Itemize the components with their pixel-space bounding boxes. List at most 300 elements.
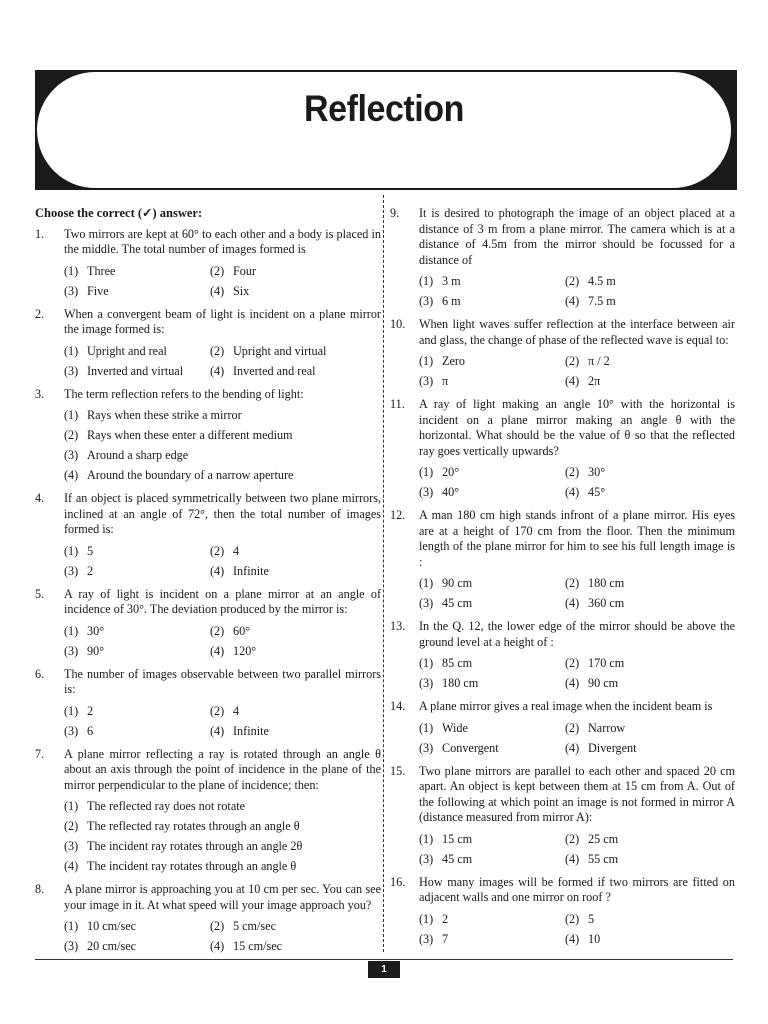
option-text: Wide: [442, 720, 468, 735]
option-number: (4): [565, 740, 580, 755]
option-number: (1): [64, 408, 79, 423]
option-row: [419, 850, 735, 870]
option-group: [64, 542, 381, 582]
option-number: (3): [419, 596, 434, 611]
option: [419, 485, 565, 501]
option-text: Inverted and virtual: [87, 363, 184, 378]
question-text: A man 180 cm high stands infront of a plane mirror. His eyes are at a height of 170 cm from the floor. Then the minimum length of the plane mirror for him to see his full length image is :: [419, 508, 735, 569]
option-number: (2): [64, 819, 79, 834]
option-text: 85 cm: [442, 656, 473, 671]
option-text: Around the boundary of a narrow aperture: [87, 468, 294, 483]
question-number: 11.: [390, 397, 405, 411]
right-question-list: [390, 206, 735, 950]
question: [35, 667, 381, 698]
option-number: (4): [565, 596, 580, 611]
option: [64, 704, 210, 720]
option-number: (3): [419, 740, 434, 755]
option-number: (4): [565, 676, 580, 691]
option: [419, 294, 565, 310]
option-text: 45 cm: [442, 596, 473, 611]
option-number: (4): [565, 374, 580, 389]
question: [35, 307, 381, 338]
option-text: 4: [233, 703, 240, 718]
option-group: [64, 917, 381, 957]
option-number: (1): [419, 831, 434, 846]
question: [390, 508, 735, 570]
question: [390, 875, 735, 906]
option-row: [419, 830, 735, 850]
option-number: (2): [210, 543, 225, 558]
question-number: 3.: [35, 386, 45, 401]
question: [35, 747, 381, 794]
option: [64, 859, 296, 875]
option-text: 2: [87, 563, 94, 578]
option-text: The reflected ray rotates through an angle θ: [87, 819, 300, 834]
option-row: [419, 292, 735, 312]
option: [565, 656, 711, 672]
option: [64, 799, 245, 815]
option: [419, 721, 565, 737]
option-text: 20°: [442, 465, 460, 480]
option-number: (2): [210, 623, 225, 638]
page-number: 1: [368, 961, 400, 978]
option-number: (3): [419, 851, 434, 866]
option-number: (1): [419, 576, 434, 591]
question: [390, 397, 735, 459]
question: [390, 699, 735, 715]
option-number: (3): [64, 939, 79, 954]
option: [565, 741, 711, 757]
option-text: Upright and virtual: [233, 343, 327, 358]
question: [35, 491, 381, 538]
option: [64, 839, 302, 855]
question: [35, 227, 381, 258]
option-number: (3): [419, 931, 434, 946]
option-group: [419, 654, 735, 694]
option-text: 45°: [588, 485, 606, 500]
option-number: (2): [565, 274, 580, 289]
option-number: (4): [565, 294, 580, 309]
option-text: 10 cm/sec: [87, 919, 137, 934]
question-text: A plane mirror gives a real image when the incident beam is: [419, 699, 713, 713]
option-number: (3): [64, 283, 79, 298]
option: [419, 576, 565, 592]
option-text: 90 cm: [588, 676, 619, 691]
option-row: [64, 722, 381, 742]
option-text: 5 cm/sec: [233, 919, 276, 934]
option-text: Three: [87, 263, 116, 278]
option-text: 5: [588, 911, 595, 926]
option: [64, 344, 210, 360]
option-text: 6: [87, 723, 94, 738]
option-text: Upright and real: [87, 343, 167, 358]
option-text: 15 cm/sec: [233, 939, 283, 954]
column-divider: [383, 195, 384, 952]
option-row: [64, 857, 381, 877]
option-number: (4): [210, 563, 225, 578]
option-row: [64, 937, 381, 957]
option-text: 3 m: [442, 274, 461, 289]
option-row: [419, 674, 735, 694]
option-number: (2): [64, 428, 79, 443]
option-row: [64, 797, 381, 817]
option-row: [419, 594, 735, 614]
option-number: (4): [565, 931, 580, 946]
option: [210, 704, 356, 720]
option-row: [64, 817, 381, 837]
option-number: (4): [565, 485, 580, 500]
option: [419, 741, 565, 757]
question-text: A ray of light is incident on a plane mirror at an angle of incidence of 30°. The deviation produced by the mirror is:: [64, 586, 381, 616]
option-text: 6 m: [442, 294, 461, 309]
option-text: Around a sharp edge: [87, 448, 189, 463]
option: [565, 465, 711, 481]
option-group: [419, 830, 735, 870]
option-text: Infinite: [233, 563, 269, 578]
option: [64, 364, 210, 380]
option-text: Six: [233, 283, 250, 298]
option-text: 2: [442, 911, 449, 926]
option: [64, 939, 210, 955]
option-number: (4): [565, 851, 580, 866]
option-number: (3): [64, 723, 79, 738]
question-number: 15.: [390, 763, 406, 778]
question-number: 8.: [35, 882, 45, 896]
option-number: (2): [210, 703, 225, 718]
question-text: The term reflection refers to the bending of light:: [64, 386, 304, 401]
option-text: 20 cm/sec: [87, 939, 137, 954]
option-group: [419, 574, 735, 614]
option-number: (3): [64, 839, 79, 854]
option: [419, 596, 565, 612]
option: [419, 852, 565, 868]
option: [419, 656, 565, 672]
option: [419, 912, 565, 928]
option: [64, 544, 210, 560]
option: [419, 465, 565, 481]
option-row: [419, 574, 735, 594]
option-row: [64, 642, 381, 662]
option-number: (1): [64, 343, 79, 358]
option-number: (2): [210, 343, 225, 358]
option: [419, 932, 565, 948]
option: [64, 624, 210, 640]
option-number: (1): [64, 623, 79, 638]
question-number: 6.: [35, 666, 45, 681]
option-number: (1): [64, 799, 79, 814]
question-number: 16.: [390, 874, 406, 889]
question: [35, 387, 381, 403]
option: [210, 544, 356, 560]
option-text: 25 cm: [588, 831, 619, 846]
option-number: (1): [419, 720, 434, 735]
option-group: [64, 702, 381, 742]
option: [565, 932, 711, 948]
option-number: (4): [210, 283, 225, 298]
option-number: (3): [64, 448, 79, 463]
option-text: 90 cm: [442, 576, 473, 591]
footer-rule: [35, 959, 733, 960]
option-number: (3): [64, 563, 79, 578]
question-text: When light waves suffer reflection at the interface between air and glass, the change of phase of the reflected wave is equal to:: [419, 317, 735, 347]
option: [210, 624, 356, 640]
option-number: (2): [210, 919, 225, 934]
question-number: 2.: [35, 306, 45, 321]
option-row: [64, 542, 381, 562]
option-text: π: [442, 374, 449, 389]
option: [210, 724, 356, 740]
option-row: [64, 426, 381, 446]
option-text: Rays when these enter a different medium: [87, 428, 293, 443]
option-number: (2): [565, 720, 580, 735]
option: [565, 912, 711, 928]
option-text: Infinite: [233, 723, 269, 738]
option: [565, 852, 711, 868]
option-row: [419, 654, 735, 674]
option-group: [64, 262, 381, 302]
option-text: 60°: [233, 623, 251, 638]
option-group: [419, 272, 735, 312]
option-number: (2): [565, 831, 580, 846]
option: [210, 284, 356, 300]
question: [35, 587, 381, 618]
option: [64, 724, 210, 740]
option-text: Five: [87, 283, 109, 298]
question: [390, 619, 735, 650]
question-number: 13.: [390, 619, 406, 633]
question-text: A plane mirror reflecting a ray is rotated through an angle θ about an axis through the point of incidence in the plane of the mirror perpendicular to the plane of incidence; then:: [64, 746, 381, 792]
option-text: 45 cm: [442, 851, 473, 866]
option-number: (1): [419, 274, 434, 289]
option-number: (3): [64, 363, 79, 378]
option-row: [64, 466, 381, 486]
question-number: 1.: [35, 226, 45, 241]
option-row: [64, 406, 381, 426]
question-number: 9.: [390, 206, 400, 220]
option: [64, 428, 293, 444]
option-row: [419, 352, 735, 372]
option-row: [419, 930, 735, 950]
question-number: 14.: [390, 699, 406, 713]
option-row: [419, 372, 735, 392]
option-text: 120°: [233, 643, 257, 658]
question-text: A ray of light making an angle 10° with the horizontal is incident on a plane mirror making an angle θ with the horizontal. What should be the value of θ so that the reflected ray goes vertically upwards?: [419, 397, 735, 458]
option-text: Four: [233, 263, 257, 278]
option-text: 15 cm: [442, 831, 473, 846]
option-number: (3): [419, 374, 434, 389]
question-text: How many images will be formed if two mirrors are fitted on adjacent walls and one mirror on roof ?: [419, 874, 735, 904]
option: [419, 374, 565, 390]
question-number: 4.: [35, 491, 45, 505]
question-text: Two plane mirrors are parallel to each other and spaced 20 cm apart. An object is kept between them at 15 cm from A. Out of the following at which point an image is not formed in mirror A (distance measured from mirror A):: [419, 763, 735, 824]
option-number: (2): [565, 656, 580, 671]
option-text: Convergent: [442, 740, 499, 755]
option: [419, 354, 565, 370]
option: [565, 354, 711, 370]
option-text: The reflected ray does not rotate: [87, 799, 246, 814]
option-text: 40°: [442, 485, 460, 500]
option: [210, 564, 356, 580]
page-title: Reflection: [304, 88, 464, 129]
option-text: Inverted and real: [233, 363, 316, 378]
option-row: [419, 272, 735, 292]
option-number: (1): [419, 465, 434, 480]
option-row: [64, 702, 381, 722]
option-number: (3): [419, 676, 434, 691]
option-group: [64, 622, 381, 662]
option-number: (4): [210, 939, 225, 954]
question-text: Two mirrors are kept at 60° to each other and a body is placed in the middle. The total number of images formed is: [64, 226, 381, 256]
option: [565, 576, 711, 592]
option-text: The incident ray rotates through an angle 2θ: [87, 839, 303, 854]
option-text: 7.5 m: [588, 294, 616, 309]
option: [64, 644, 210, 660]
option: [565, 294, 711, 310]
question-number: 12.: [390, 508, 406, 522]
option: [210, 644, 356, 660]
option-group: [64, 342, 381, 382]
option-row: [64, 362, 381, 382]
option-text: Divergent: [588, 740, 637, 755]
option-number: (1): [64, 263, 79, 278]
option-number: (4): [210, 723, 225, 738]
option-row: [419, 910, 735, 930]
option-text: 10: [588, 931, 601, 946]
option-group: [419, 463, 735, 503]
question-text: A plane mirror is approaching you at 10 cm per sec. You can see your image in it. At what speed will your image approach you?: [64, 882, 381, 912]
option-text: 170 cm: [588, 656, 625, 671]
option-text: 2: [87, 703, 94, 718]
option-row: [419, 719, 735, 739]
option-text: 7: [442, 931, 449, 946]
option-text: 180 cm: [588, 576, 625, 591]
option-text: 90°: [87, 643, 105, 658]
option: [565, 721, 711, 737]
option-group: [419, 352, 735, 392]
option-group: [419, 910, 735, 950]
option-number: (3): [419, 294, 434, 309]
option-text: 4.5 m: [588, 274, 616, 289]
option: [64, 284, 210, 300]
option-number: (4): [64, 859, 79, 874]
option: [419, 832, 565, 848]
option-number: (2): [565, 465, 580, 480]
option-number: (1): [419, 656, 434, 671]
option-number: (1): [419, 354, 434, 369]
option-number: (2): [565, 911, 580, 926]
option-text: 360 cm: [588, 596, 625, 611]
option: [565, 832, 711, 848]
option-number: (1): [64, 919, 79, 934]
right-column: [390, 206, 735, 955]
option: [565, 485, 711, 501]
option-row: [64, 446, 381, 466]
option: [64, 448, 188, 464]
option-text: π / 2: [588, 354, 610, 369]
option-row: [64, 917, 381, 937]
question: [35, 882, 381, 913]
option-text: 30°: [87, 623, 105, 638]
option-group: [64, 797, 381, 877]
option: [565, 374, 711, 390]
option-number: (2): [565, 576, 580, 591]
left-question-list: [35, 227, 381, 958]
question-text: In the Q. 12, the lower edge of the mirror should be above the ground level at a height of :: [419, 619, 735, 649]
option: [210, 344, 356, 360]
question-text: If an object is placed symmetrically between two plane mirrors, inclined at an angle of 72°, then the total number of images formed is:: [64, 491, 381, 536]
option: [565, 274, 711, 290]
question-text: When a convergent beam of light is incident on a plane mirror the image formed is:: [64, 306, 381, 336]
option-text: 5: [87, 543, 94, 558]
option-row: [64, 342, 381, 362]
option: [64, 564, 210, 580]
option-text: Narrow: [588, 720, 626, 735]
question: [390, 206, 735, 268]
option: [419, 274, 565, 290]
option-row: [64, 562, 381, 582]
option: [210, 364, 356, 380]
option-number: (1): [419, 911, 434, 926]
option-text: 30°: [588, 465, 606, 480]
option-group: [419, 719, 735, 759]
question-number: 5.: [35, 586, 45, 601]
option-text: 2π: [588, 374, 601, 389]
question-text: The number of images observable between two parallel mirrors is:: [64, 666, 381, 696]
option: [64, 819, 300, 835]
option: [64, 408, 242, 424]
option-row: [64, 622, 381, 642]
option-text: 4: [233, 543, 240, 558]
question: [390, 764, 735, 826]
option-text: Rays when these strike a mirror: [87, 408, 242, 423]
option: [64, 264, 210, 280]
option-number: (4): [64, 468, 79, 483]
option-text: 180 cm: [442, 676, 479, 691]
question-text: It is desired to photograph the image of an object placed at a distance of 3 m from a plane mirror. The camera which is at a distance of 4.5m from the mirror should be focussed for a distance of: [419, 206, 735, 267]
option-number: (2): [565, 354, 580, 369]
option-row: [419, 739, 735, 759]
option-group: [64, 406, 381, 486]
option-number: (4): [210, 363, 225, 378]
option: [210, 919, 356, 935]
option-row: [419, 463, 735, 483]
option: [419, 676, 565, 692]
instruction-heading: Choose the correct (✓) answer:: [35, 206, 203, 220]
option: [64, 919, 210, 935]
option-row: [64, 262, 381, 282]
option-number: (1): [64, 703, 79, 718]
left-column: [35, 206, 381, 962]
option: [565, 676, 711, 692]
option: [64, 468, 293, 484]
option: [565, 596, 711, 612]
option-number: (3): [419, 485, 434, 500]
option-number: (1): [64, 543, 79, 558]
question: [390, 317, 735, 348]
option: [210, 939, 356, 955]
question-number: 10.: [390, 317, 406, 331]
option-row: [419, 483, 735, 503]
option-row: [64, 282, 381, 302]
option-row: [64, 837, 381, 857]
question-number: 7.: [35, 746, 45, 761]
option-text: The incident ray rotates through an angle θ: [87, 859, 297, 874]
option-text: Zero: [442, 354, 466, 369]
option-text: 55 cm: [588, 851, 619, 866]
option-number: (4): [210, 643, 225, 658]
option-number: (3): [64, 643, 79, 658]
option: [210, 264, 356, 280]
